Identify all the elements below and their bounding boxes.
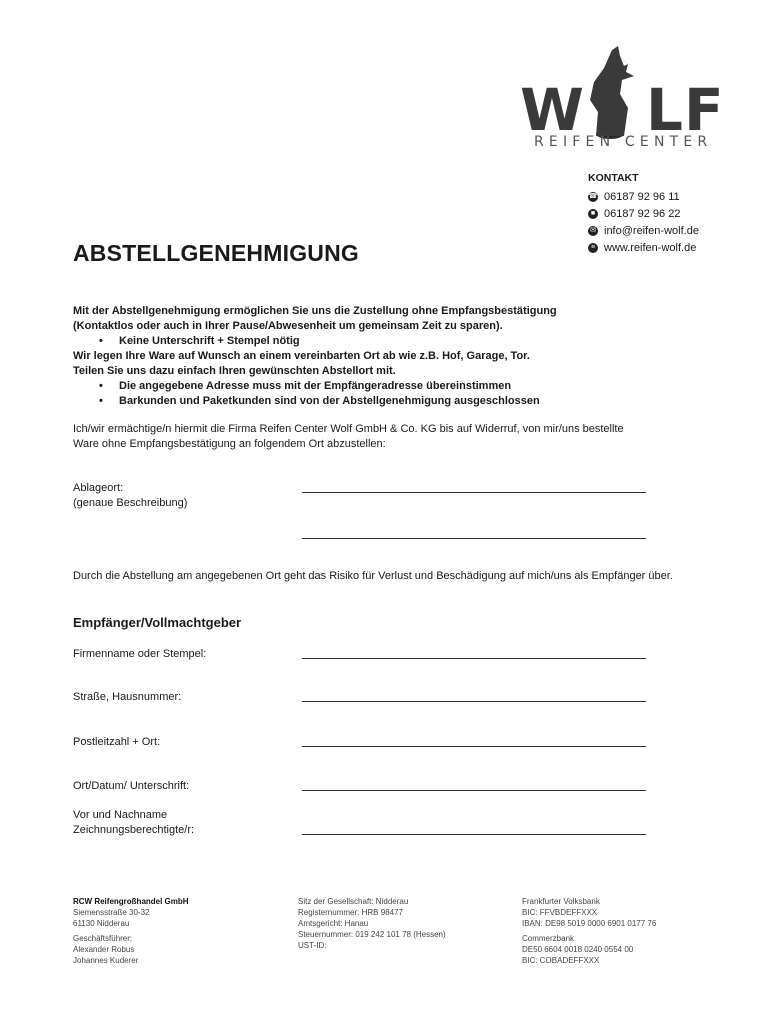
- intro-bullet-2: • Die angegebene Adresse muss mit der Empfängeradresse übereinstimmen: [119, 379, 733, 394]
- contact-title: KONTAKT: [588, 172, 639, 184]
- intro-bullets-2: [73, 379, 733, 409]
- footer-bank: [522, 896, 742, 966]
- name-label-line-1: Vor und Nachname: [73, 809, 168, 821]
- wolf-logo: [520, 40, 735, 160]
- zip-city-field[interactable]: [302, 746, 646, 747]
- intro-bullets-1: [73, 334, 733, 349]
- logo-subtitle: REIFEN CENTER: [534, 134, 713, 150]
- date-signature-label: Ort/Datum/ Unterschrift:: [73, 780, 190, 792]
- name-field[interactable]: [302, 834, 646, 835]
- footer-bank-1: Frankfurter Volksbank: [522, 897, 600, 906]
- contact-mail-text[interactable]: info@reifen-wolf.de: [604, 224, 699, 237]
- recipient-heading: Empfänger/Vollmachtgeber: [73, 615, 242, 630]
- footer-gf-1: Alexander Robus: [73, 945, 135, 954]
- street-field[interactable]: [302, 701, 646, 702]
- ablageort-line-1[interactable]: [302, 492, 646, 493]
- intro-block: [73, 304, 733, 409]
- intro-line-1: Mit der Abstellgenehmigung ermöglichen Sie uns die Zustellung ohne Empfangsbestätigung: [73, 305, 557, 317]
- logo-letter-w: W: [520, 76, 585, 144]
- contact-fax-text: 06187 92 96 22: [604, 207, 681, 220]
- intro-bullet-1: • Keine Unterschrift + Stempel nötig: [119, 334, 733, 349]
- company-field[interactable]: [302, 658, 646, 659]
- ablageort-line-2[interactable]: [302, 538, 646, 539]
- fax-icon: ■: [588, 209, 598, 219]
- footer-seat: Sitz der Gesellschaft: Nidderau: [298, 897, 409, 906]
- contact-mail: [588, 222, 699, 239]
- ablageort-label: Ablageort:: [73, 482, 124, 494]
- footer-gf-label: Geschäftsführer:: [73, 934, 133, 943]
- zip-city-label: Postleitzahl + Ort:: [73, 736, 161, 748]
- name-label-line-2: Zeichnungsberechtigte/r:: [73, 824, 195, 836]
- phone-icon: ☎: [588, 193, 598, 200]
- web-icon: ≡: [588, 243, 598, 253]
- intro-line-2: (Kontaktlos oder auch in Ihrer Pause/Abwesenheit um gemeinsam Zeit zu sparen).: [73, 320, 503, 332]
- footer-city: 61130 Nidderau: [73, 919, 130, 928]
- contact-web-text[interactable]: www.reifen-wolf.de: [604, 241, 697, 254]
- footer-register-number: Registernummer: HRB 98477: [298, 908, 403, 917]
- footer-company: [73, 896, 283, 966]
- date-signature-field[interactable]: [302, 790, 646, 791]
- contact-web: [588, 239, 699, 256]
- company-label: Firmenname oder Stempel:: [73, 648, 207, 660]
- risk-text: Durch die Abstellung am angegebenen Ort geht das Risiko für Verlust und Beschädigung auf mich/uns als Empfänger über.: [73, 570, 673, 582]
- authorization-line-2: Ware ohne Empfangsbestätigung an folgendem Ort abzustellen:: [73, 438, 386, 450]
- footer-bic-2: BIC: COBADEFFXXX: [522, 956, 600, 965]
- intro-line-3: Wir legen Ihre Ware auf Wunsch an einem vereinbarten Ort ab wie z.B. Hof, Garage, Tor.: [73, 350, 530, 362]
- footer-company-name: RCW Reifengroßhandel GmbH: [73, 897, 189, 906]
- intro-bullet-3: • Barkunden und Paketkunden sind von der Abstellgenehmigung ausgeschlossen: [119, 394, 733, 409]
- contact-fax: [588, 205, 699, 222]
- ablageort-sublabel: (genaue Beschreibung): [73, 497, 188, 509]
- footer-ust: UST-ID:: [298, 941, 327, 950]
- contact-phone-text: 06187 92 96 11: [604, 190, 680, 203]
- wolf-head-icon: [576, 42, 648, 142]
- name-label-block: [73, 808, 194, 838]
- footer-iban-1: IBAN: DE98 5019 0000 6901 0177 76: [522, 919, 657, 928]
- contact-phone: [588, 188, 699, 205]
- footer-bic-1: BIC: FFVBDEFFXXX: [522, 908, 598, 917]
- contact-block: [588, 172, 699, 256]
- footer-iban-2: DE50 6604 0018 0240 0554 00: [522, 945, 634, 954]
- ablageort-label-block: [73, 481, 187, 511]
- mail-icon: ✉: [588, 226, 598, 236]
- footer-gf-2: Johannes Kuderer: [73, 956, 139, 965]
- street-label: Straße, Hausnummer:: [73, 691, 182, 703]
- intro-line-4: Teilen Sie uns dazu einfach Ihren gewünschten Abstellort mit.: [73, 365, 396, 377]
- logo-letters-lf: LF: [646, 76, 725, 144]
- footer-street: Siemensstraße 30-32: [73, 908, 150, 917]
- authorization-line-1: Ich/wir ermächtige/n hiermit die Firma Reifen Center Wolf GmbH & Co. KG bis auf Widerruf, von mir/uns bestellte: [73, 423, 624, 435]
- footer-court: Amtsgericht: Hanau: [298, 919, 369, 928]
- footer-bank-2: Commerzbank: [522, 934, 575, 943]
- footer-tax: Steuernummer: 019 242 101 78 (Hessen): [298, 930, 446, 939]
- page-title: ABSTELLGENEHMIGUNG: [73, 240, 359, 266]
- footer-register: [298, 896, 508, 951]
- authorization-text: [73, 422, 733, 452]
